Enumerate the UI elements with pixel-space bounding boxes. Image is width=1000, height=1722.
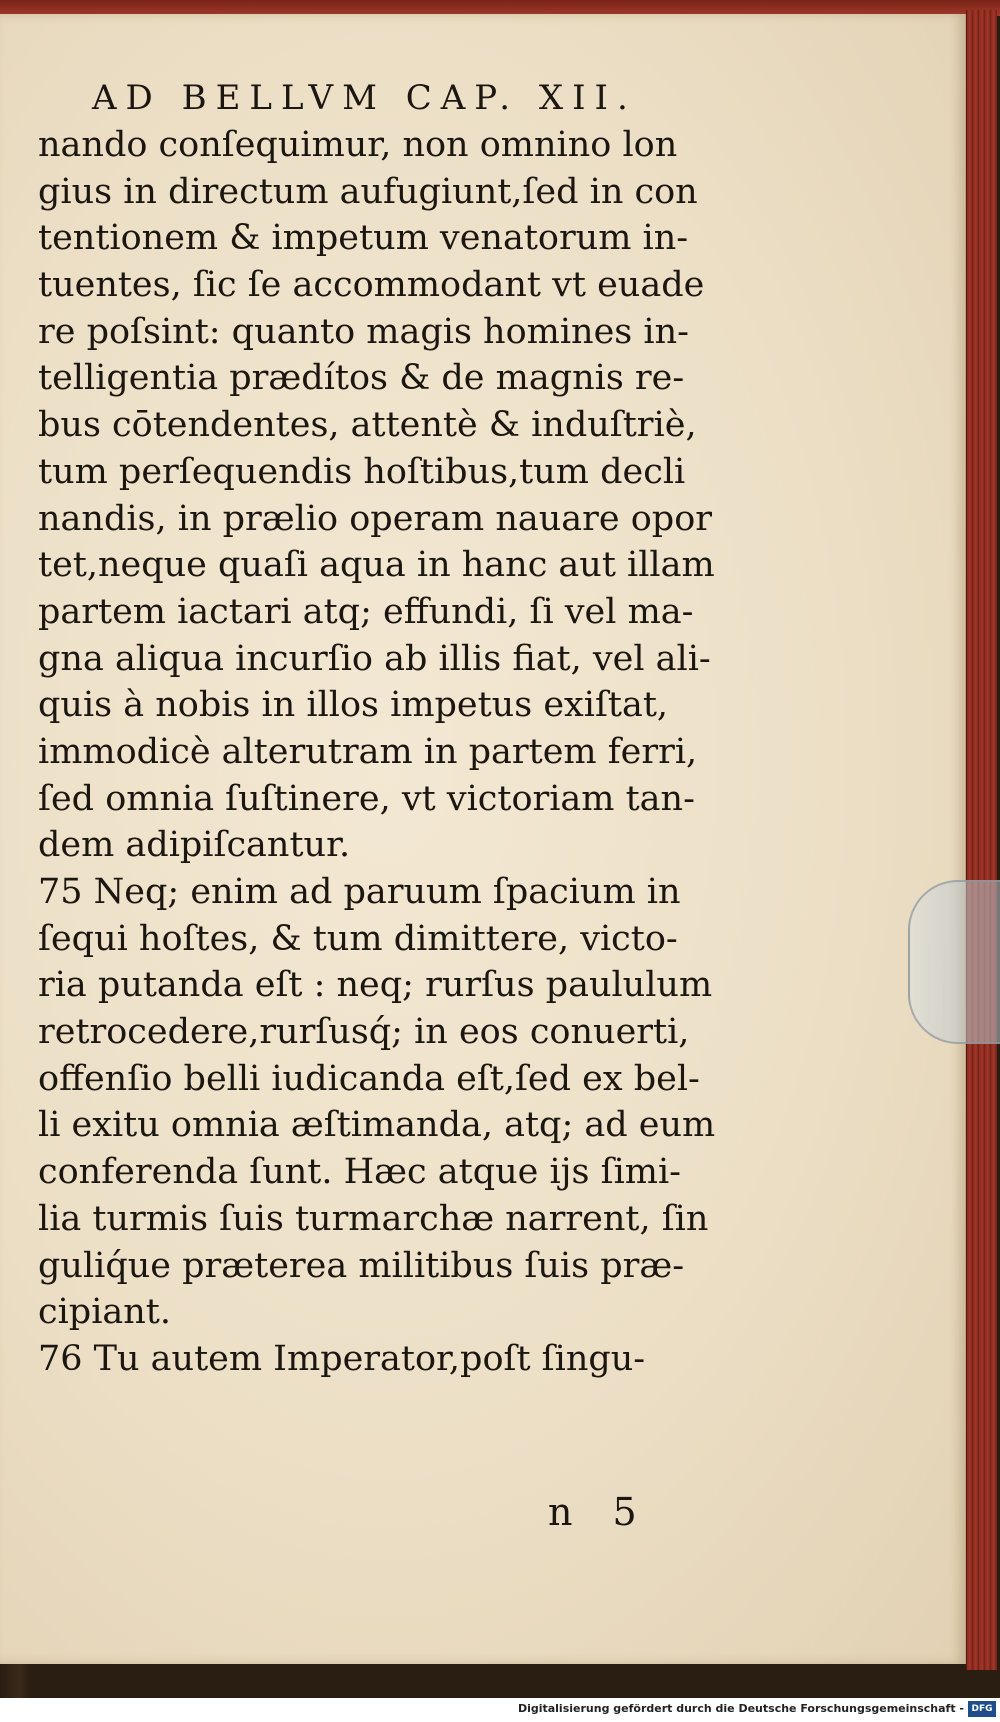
text-line: tum perſequendis hoſtibus,tum decli xyxy=(38,451,686,492)
text-line: ſed omnia ſuſtinere, vt victoriam tan- xyxy=(38,778,695,819)
text-line: tet,neque quaſi aqua in hanc aut illam xyxy=(38,545,715,586)
text-line: offenſio belli iudicanda eſt,ſed ex bel- xyxy=(38,1058,700,1099)
text-line: gna aliqua incurſio ab illis fiat, vel ali- xyxy=(38,638,711,679)
text-line: dem adipiſcantur. xyxy=(38,825,351,866)
text-line: nandis, in prælio operam nauare opor xyxy=(38,498,713,539)
dfg-logo-icon: DFG xyxy=(968,1701,996,1717)
text-line: gius in directum aufugiunt,ſed in con xyxy=(38,171,698,212)
text-line: quis à nobis in illos impetus exiſtat, xyxy=(38,685,669,726)
text-line: tentionem & impetum venatorum in- xyxy=(38,218,689,259)
text-line: ria putanda eſt : neq; rurſus paululum xyxy=(38,965,713,1006)
text-line: bus cōtendentes, attentè & induſtriè, xyxy=(38,405,697,446)
text-line: immodicè alterutram in partem ferri, xyxy=(38,731,698,772)
text-line: li exitu omnia æſtimanda, atq; ad eum xyxy=(38,1105,716,1146)
page-clip xyxy=(908,880,1000,1044)
running-head: AD BELLVM CAP. XII. xyxy=(92,78,637,118)
text-line: 75 Neq; enim ad paruum ſpacium in xyxy=(38,872,681,912)
digitization-footer xyxy=(0,1698,1000,1722)
text-line: nando conſequimur, non omnino lon xyxy=(38,125,678,165)
text-line: telligentia prædítos & de magnis re- xyxy=(38,358,685,399)
text-line: guliq́ue præterea militibus ſuis præ- xyxy=(38,1245,685,1286)
text-line: 76 Tu autem Imperator,poſt ſingu- xyxy=(38,1338,646,1379)
signature-mark: n 5 xyxy=(548,1490,651,1534)
text-line: conferenda ſunt. Hæc atque ijs ſimi- xyxy=(38,1152,681,1193)
page-text xyxy=(38,122,758,1383)
text-line: ſequi hoſtes, & tum dimittere, victo- xyxy=(38,918,678,959)
text-line: re poſsint: quanto magis homines in- xyxy=(38,311,689,352)
text-line: partem iactari atq; effundi, ſi vel ma- xyxy=(38,591,694,632)
text-line: retrocedere,rurſusq́; in eos conuerti, xyxy=(38,1012,690,1053)
text-line: tuentes, ſic ſe accommodant vt euade xyxy=(38,265,705,306)
footer-credit: Digitalisierung gefördert durch die Deutsche Forschungsgemeinschaft - xyxy=(517,1702,964,1715)
text-line: lia turmis ſuis turmarchæ narrent, ſin xyxy=(38,1198,709,1239)
book-fore-edge xyxy=(966,10,997,1670)
text-line: cipiant. xyxy=(38,1292,171,1333)
